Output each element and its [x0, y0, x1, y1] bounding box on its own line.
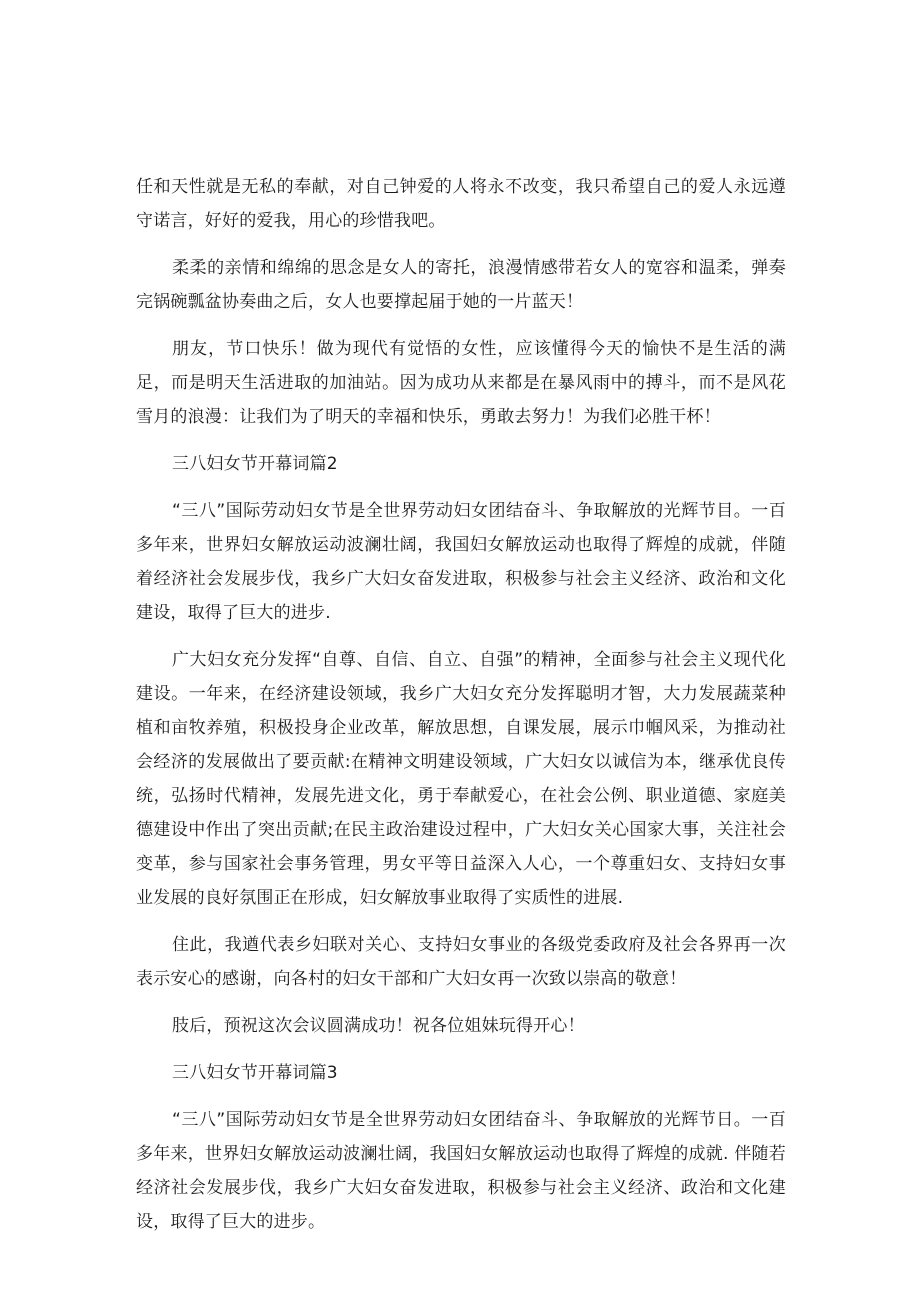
paragraph-thanks: 住此，我遒代表乡妇联对关心、支持妇女事业的各级党委政府及社会各界再一次表示安心的感谢，向各村的妇女干部和广大妇女再一次致以崇高的敬意！ — [136, 935, 786, 989]
paragraph-tenderness: 柔柔的亲情和绵绵的思念是女人的寄托，浪漫情感带若女人的宽容和温柔，弹奏完锅碗瓢盆协奏曲之后，女人也要撑起届于她的一片蓝天！ — [136, 258, 786, 312]
paragraph-toast: 朋友，节口快乐！做为现代有觉悟的女性，应该懂得今天的愉快不是生活的满足，而是明天生活进取的加油站。因为成功从来都是在暴风雨中的搏斗，而不是风花雪月的浪漫：让我们为了明天的幸福和快乐，勇敢去努力！为我们必胜干杯！ — [136, 339, 786, 427]
section-heading-3: 三八妇女节开幕词篇3 — [172, 1063, 338, 1083]
paragraph-womens-day-intro-3: “三八”国际劳动妇女节是全世界劳动妇女团结奋斗、争取解放的光辉节日。一百多年来，世界妇女解放运动波澜壮阔，我国妇女解放运动也取得了辉煌的成就. 伴随若经济社会发展步伐，我乡广大妇女奋发进取，积极参与社会主义经济、政治和文化建设，取得了巨大的进步。 — [136, 1110, 786, 1232]
paragraph-achievements: 广大妇女充分发挥“自尊、自信、自立、自强”的精神，全面参与社会主义现代化建设。一年来，在经济建设领域，我乡广大妇女充分发挥聪明才智，大力发展蔬菜种植和亩牧养殖，积极投身企业改革，解放思想，自课发展，展示巾帼风采，为推动社会经济的发展做出了要贡献:在精神文明建设领域，广大妇女以诚信为本，继承优良传统，弘扬时代精神，发展先进文化，勇于奉献爱心，在社会公例、职业道德、家庭美德建设中作出了突出贡献;在民主政治建设过程中，广大妇女关心国家大事，关注社会变革，参与国家社会事务管理，男女平等日益深入人心，一个尊重妇女、支持妇女事业发展的良好氛围正在形成，妇女解放事业取得了实质性的进展. — [136, 650, 786, 908]
paragraph-continuation: 任和天性就是无私的奉献，对自己钟爱的人将永不改变，我只希望自己的爱人永远遵守诺言，好好的爱我，用心的珍惜我吧。 — [136, 177, 786, 231]
paragraph-womens-day-intro: “三八”国际劳动妇女节是全世界劳动妇女团结奋斗、争取解放的光辉节目。一百多年来，世界妇女解放运动波澜壮阔，我国妇女解放运动也取得了辉煌的成就，伴随着经济社会发展步伐，我乡广大妇女奋发进取，积极参与社会主义经济、政治和文化建设，取得了巨大的进步. — [136, 501, 786, 623]
section-heading-2: 三八妇女节开幕词篇2 — [172, 454, 338, 474]
document-body — [136, 170, 786, 1252]
paragraph-closing-wish: 肢后，预祝这次会议圆满成功！祝各位姐妹玩得开心！ — [172, 1016, 585, 1036]
